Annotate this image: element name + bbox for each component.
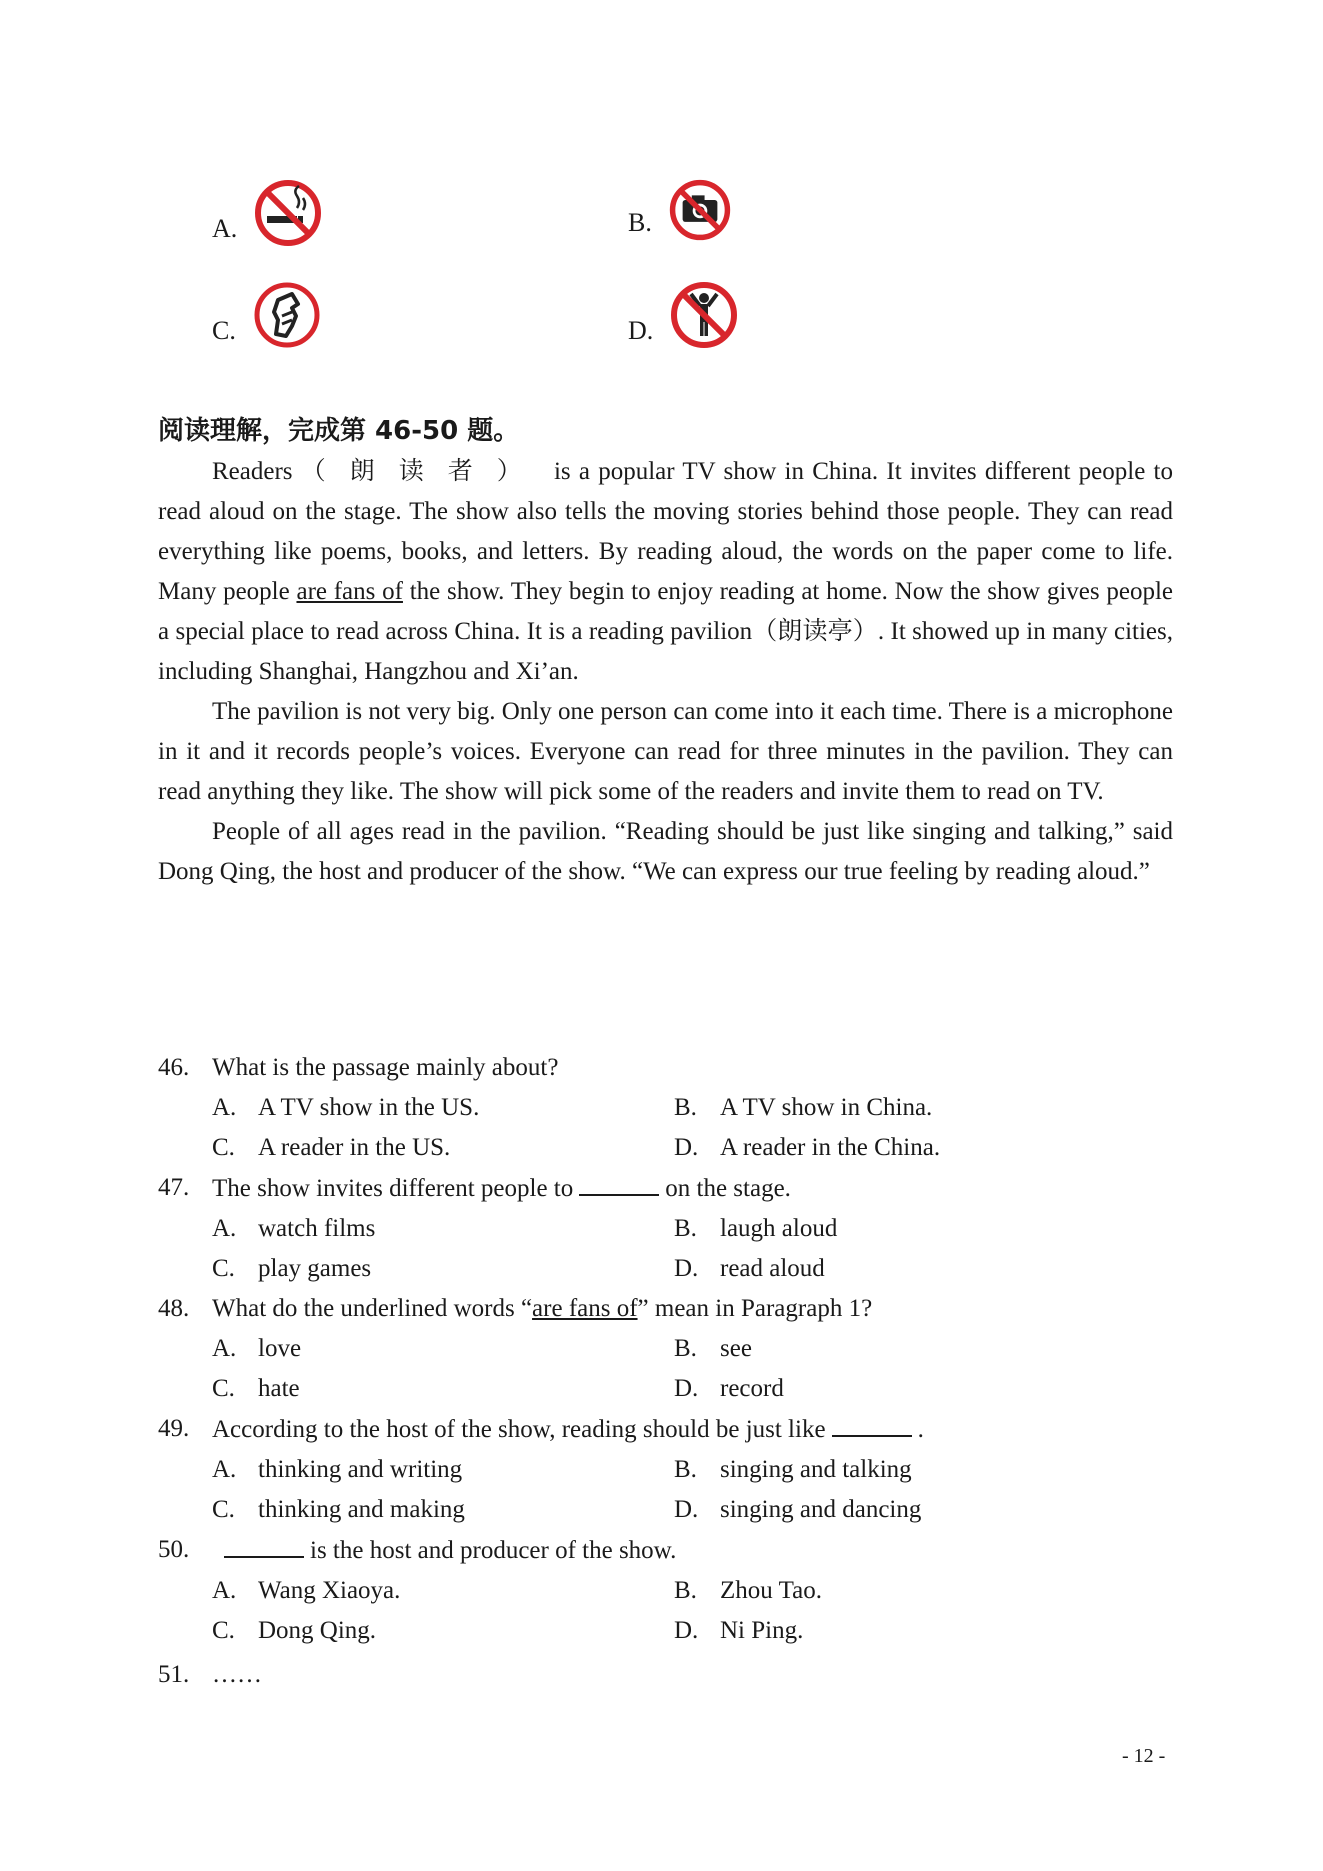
option-a[interactable] <box>212 1571 674 1611</box>
question-stem <box>212 1168 791 1209</box>
option-b[interactable] <box>674 1088 1174 1128</box>
underlined-words: are fans of <box>532 1295 638 1322</box>
option-letter: B. <box>674 1215 697 1242</box>
option-text: A TV show in China. <box>720 1094 933 1121</box>
option-b[interactable] <box>674 1329 1174 1369</box>
question-49-options <box>158 1450 1173 1530</box>
option-letter: B. <box>674 1335 697 1362</box>
option-text: singing and dancing <box>720 1496 922 1523</box>
option-c[interactable] <box>212 1611 674 1651</box>
question-48 <box>158 1289 1173 1329</box>
question-stem: …… <box>212 1661 262 1688</box>
option-letter: B. <box>674 1094 697 1121</box>
answer-blank[interactable] <box>579 1168 659 1196</box>
answer-blank[interactable] <box>224 1530 304 1558</box>
option-letter: C. <box>212 316 236 345</box>
no-camera-icon <box>668 178 732 242</box>
question-48-options <box>158 1329 1173 1409</box>
stem-text: ” mean in Paragraph 1? <box>637 1295 873 1322</box>
option-letter: C. <box>212 1496 235 1523</box>
option-letter: C. <box>212 1134 235 1161</box>
stem-text: . <box>917 1416 924 1443</box>
question-number: 47. <box>158 1174 190 1201</box>
option-letter: D. <box>674 1496 699 1523</box>
reading-passage <box>158 452 1173 892</box>
option-a[interactable] <box>212 1209 674 1249</box>
option-text: A reader in the US. <box>258 1134 451 1161</box>
passage-text: is a popular TV show in China. It invites different people to read aloud on the stage. The show also tells the moving stories behind those people. They can read everything like poems, books, and letters. By reading aloud, the words on the paper come to life. Many people <box>158 458 1173 605</box>
option-text: love <box>258 1335 302 1362</box>
option-text: thinking and making <box>258 1496 465 1523</box>
question-46-options <box>158 1088 1173 1168</box>
option-d[interactable] <box>674 1249 1174 1289</box>
option-letter: A. <box>212 1335 237 1362</box>
question-stem <box>212 1409 924 1450</box>
stem-text: What do the underlined words “ <box>212 1295 533 1322</box>
question-51 <box>158 1655 1173 1695</box>
question-number: 48. <box>158 1295 190 1322</box>
option-letter: A. <box>212 1456 237 1483</box>
option-c[interactable] <box>212 1369 674 1409</box>
passage-paragraph-2: The pavilion is not very big. Only one person can come into it each time. There is a microphone in it and it records people’s voices. Everyone can read for three minutes in the pavilion. They can read anything they like. The show will pick some of the readers and invite them to read on TV. <box>158 698 1173 805</box>
underlined-words: are fans of <box>296 578 403 605</box>
option-text: A TV show in the US. <box>258 1094 480 1121</box>
question-number: 49. <box>158 1415 190 1442</box>
option-text: laugh aloud <box>720 1215 838 1242</box>
passage-paragraph-3: People of all ages read in the pavilion. “Reading should be just like singing and talking,” said Dong Qing, the host and producer of the show. “We can express our true feeling by reading aloud.” <box>158 818 1173 885</box>
option-letter: C. <box>212 1617 235 1644</box>
option-c[interactable] <box>212 1249 674 1289</box>
sign-option-b[interactable] <box>628 178 732 242</box>
passage-text: the show. They begin to enjoy reading at home. Now the show gives people a special place to read across China. It is a reading pavilion（朗读亭）. It showed up in many cities, including Shanghai, Hangzhou and Xi’an. <box>158 578 1173 685</box>
option-d[interactable] <box>674 1369 1174 1409</box>
option-letter: D. <box>674 1134 699 1161</box>
passage-chinese-title: （朗读者） <box>300 458 546 485</box>
no-pushing-icon <box>252 280 322 350</box>
option-d[interactable] <box>674 1611 1174 1651</box>
question-number: 50. <box>158 1536 190 1563</box>
passage-text: Readers <box>212 458 293 485</box>
option-text: play games <box>258 1255 372 1282</box>
option-text: read aloud <box>720 1255 825 1282</box>
passage-paragraph-1 <box>158 452 1173 692</box>
sign-option-c[interactable] <box>212 280 322 350</box>
question-number: 51. <box>158 1661 190 1688</box>
option-letter: D. <box>628 316 654 345</box>
question-50 <box>158 1530 1173 1571</box>
option-letter: B. <box>674 1577 697 1604</box>
question-46 <box>158 1048 1173 1088</box>
option-text: watch films <box>258 1215 376 1242</box>
option-text: thinking and writing <box>258 1456 463 1483</box>
page-number: - 12 - <box>1122 1745 1166 1767</box>
option-b[interactable] <box>674 1450 1174 1490</box>
sign-option-a[interactable] <box>212 178 323 248</box>
option-a[interactable] <box>212 1329 674 1369</box>
option-d[interactable] <box>674 1128 1174 1168</box>
option-letter: D. <box>674 1617 699 1644</box>
option-letter: A. <box>212 1094 237 1121</box>
option-letter: B. <box>628 208 652 237</box>
section-title: 阅读理解，完成第 46-50 题。 <box>158 416 520 446</box>
option-letter: C. <box>212 1375 235 1402</box>
stem-text: According to the host of the show, reading should be just like <box>212 1416 826 1443</box>
option-letter: A. <box>212 1577 237 1604</box>
question-49 <box>158 1409 1173 1450</box>
option-text: Zhou Tao. <box>720 1577 822 1604</box>
option-b[interactable] <box>674 1571 1174 1611</box>
question-47-options <box>158 1209 1173 1289</box>
option-text: record <box>720 1375 784 1402</box>
option-text: A reader in the China. <box>720 1134 941 1161</box>
option-text: hate <box>258 1375 300 1402</box>
sign-option-d[interactable] <box>628 280 739 350</box>
question-stem <box>212 1289 872 1329</box>
option-letter: D. <box>674 1375 699 1402</box>
question-50-options <box>158 1571 1173 1651</box>
questions-list <box>158 1048 1173 1695</box>
question-47 <box>158 1168 1173 1209</box>
option-a[interactable] <box>212 1450 674 1490</box>
question-stem: What is the passage mainly about? <box>212 1054 559 1081</box>
no-smoking-icon <box>253 178 323 248</box>
option-c[interactable] <box>212 1490 674 1530</box>
answer-blank[interactable] <box>832 1409 912 1437</box>
option-d[interactable] <box>674 1490 1174 1530</box>
option-text: see <box>720 1335 752 1362</box>
no-climbing-icon <box>669 280 739 350</box>
stem-text: is the host and producer of the show. <box>310 1537 677 1564</box>
option-a[interactable] <box>212 1088 674 1128</box>
question-stem <box>212 1530 676 1571</box>
question-number: 46. <box>158 1054 190 1081</box>
option-letter: B. <box>674 1456 697 1483</box>
option-text: Dong Qing. <box>258 1617 377 1644</box>
option-letter: C. <box>212 1255 235 1282</box>
option-letter: D. <box>674 1255 699 1282</box>
option-c[interactable] <box>212 1128 674 1168</box>
option-letter: A. <box>212 1215 237 1242</box>
option-text: singing and talking <box>720 1456 912 1483</box>
option-letter: A. <box>212 214 238 243</box>
option-text: Wang Xiaoya. <box>258 1577 401 1604</box>
stem-text: The show invites different people to <box>212 1175 574 1202</box>
option-text: Ni Ping. <box>720 1617 804 1644</box>
option-b[interactable] <box>674 1209 1174 1249</box>
stem-text: on the stage. <box>665 1175 791 1202</box>
